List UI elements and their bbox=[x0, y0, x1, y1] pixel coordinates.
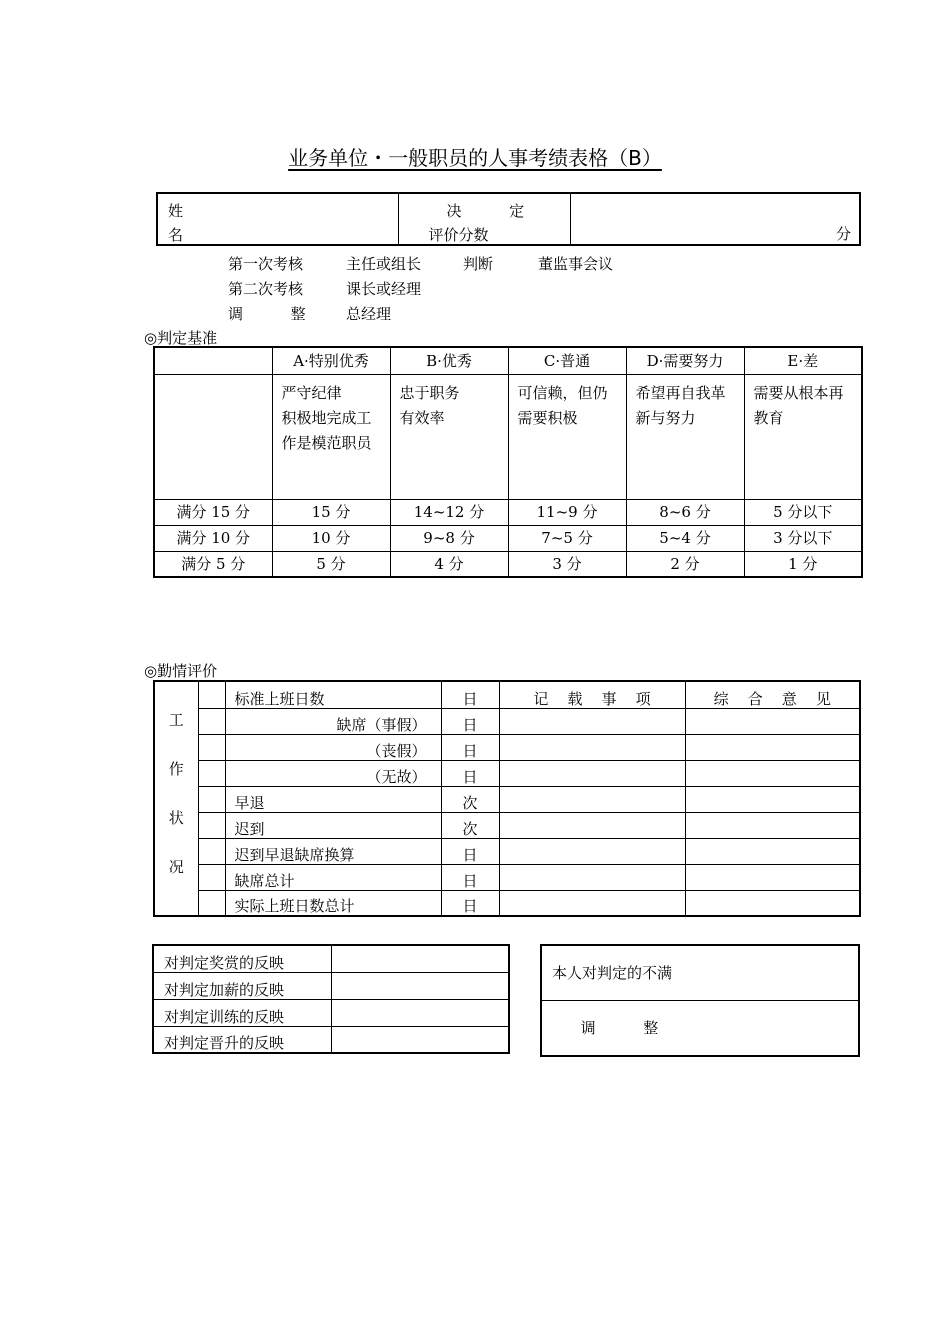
attendance-item: 标准上班日数 bbox=[225, 681, 441, 708]
record-cell[interactable] bbox=[499, 890, 685, 916]
work-status-label bbox=[154, 681, 198, 916]
score-value: 8~6 分 bbox=[626, 499, 744, 525]
opinion-cell[interactable] bbox=[685, 786, 860, 812]
side-label-char: 工 bbox=[168, 711, 184, 729]
opinion-cell[interactable] bbox=[685, 890, 860, 916]
grade-header: D·需要努力 bbox=[626, 347, 744, 374]
score-value: 14~12 分 bbox=[390, 499, 508, 525]
reflection-label: 对判定训练的反映 bbox=[153, 999, 331, 1026]
attendance-row bbox=[154, 681, 860, 708]
score-input-cell[interactable] bbox=[570, 193, 860, 245]
review-stage: 第二次考核 bbox=[228, 280, 304, 298]
attendance-row bbox=[154, 760, 860, 786]
opinion-cell[interactable] bbox=[685, 864, 860, 890]
score-value: 11~9 分 bbox=[508, 499, 626, 525]
check-cell[interactable] bbox=[198, 890, 225, 916]
description-line: 希望再自我革 bbox=[635, 383, 726, 402]
attendance-unit: 日 bbox=[441, 681, 499, 708]
review-reviewer: 总经理 bbox=[346, 305, 392, 323]
grade-header: B·优秀 bbox=[390, 347, 508, 374]
description-line: 积极地完成工 bbox=[281, 408, 372, 427]
check-cell[interactable] bbox=[198, 708, 225, 734]
attendance-unit: 日 bbox=[441, 864, 499, 890]
record-cell[interactable] bbox=[499, 760, 685, 786]
criteria-section-label: ◎判定基准 bbox=[144, 329, 218, 347]
reflection-input[interactable] bbox=[331, 1026, 509, 1053]
description-line: 忠于职务 bbox=[399, 383, 460, 402]
attendance-table bbox=[153, 680, 861, 917]
score-label: 评价分数 bbox=[428, 226, 489, 244]
reflection-row bbox=[153, 972, 509, 999]
score-value: 3 分以下 bbox=[744, 525, 862, 551]
page-title: 业务单位・一般职员的人事考绩表格（B） bbox=[288, 146, 662, 170]
score-row bbox=[154, 551, 862, 577]
score-value: 5 分以下 bbox=[744, 499, 862, 525]
side-label-char: 况 bbox=[168, 858, 184, 876]
attendance-unit: 日 bbox=[441, 734, 499, 760]
review-stage: 调 整 bbox=[228, 305, 306, 323]
attendance-item: （无故） bbox=[225, 760, 441, 786]
name-label-2: 名 bbox=[168, 226, 184, 244]
opinion-cell[interactable] bbox=[685, 760, 860, 786]
record-header: 记 载 事 项 bbox=[499, 681, 685, 708]
reflection-label: 对判定加薪的反映 bbox=[153, 972, 331, 999]
grade-header: A·特别优秀 bbox=[272, 347, 390, 374]
description-line: 新与努力 bbox=[635, 408, 696, 427]
attendance-item: 早退 bbox=[225, 786, 441, 812]
check-cell[interactable] bbox=[198, 786, 225, 812]
attendance-unit: 次 bbox=[441, 812, 499, 838]
description-line: 作是模范职员 bbox=[281, 433, 372, 452]
opinion-header: 综 合 意 见 bbox=[685, 681, 860, 708]
record-cell[interactable] bbox=[499, 734, 685, 760]
attendance-item: 实际上班日数总计 bbox=[225, 890, 441, 916]
opinion-cell[interactable] bbox=[685, 734, 860, 760]
opinion-cell[interactable] bbox=[685, 708, 860, 734]
score-row bbox=[154, 525, 862, 551]
review-reviewer: 课长或经理 bbox=[346, 280, 422, 298]
adjust-cell[interactable] bbox=[541, 1000, 859, 1056]
score-value: 1 分 bbox=[744, 551, 862, 577]
opinion-cell[interactable] bbox=[685, 812, 860, 838]
reflection-row bbox=[153, 999, 509, 1026]
score-value: 10 分 bbox=[272, 525, 390, 551]
side-label-char: 作 bbox=[168, 760, 184, 778]
attendance-row bbox=[154, 786, 860, 812]
name-label-1: 姓 bbox=[168, 202, 184, 220]
reflection-input[interactable] bbox=[331, 945, 509, 972]
adjust-label: 调 整 bbox=[580, 1018, 659, 1037]
grade-description bbox=[508, 374, 626, 499]
check-cell[interactable] bbox=[198, 812, 225, 838]
description-line: 需要积极 bbox=[517, 408, 578, 427]
score-value: 3 分 bbox=[508, 551, 626, 577]
review-reviewer: 主任或组长 bbox=[346, 255, 422, 273]
score-unit: 分 bbox=[835, 225, 851, 243]
grade-description bbox=[272, 374, 390, 499]
check-cell[interactable] bbox=[198, 864, 225, 890]
reflection-input[interactable] bbox=[331, 972, 509, 999]
name-cell[interactable] bbox=[157, 193, 398, 245]
description-line: 有效率 bbox=[399, 408, 445, 427]
check-cell[interactable] bbox=[198, 760, 225, 786]
check-cell[interactable] bbox=[198, 681, 225, 708]
reflection-input[interactable] bbox=[331, 999, 509, 1026]
grade-description bbox=[744, 374, 862, 499]
description-line: 教育 bbox=[753, 408, 784, 427]
check-cell[interactable] bbox=[198, 838, 225, 864]
dissatisfaction-table bbox=[540, 944, 860, 1057]
attendance-unit: 日 bbox=[441, 760, 499, 786]
dissatisfaction-label: 本人对判定的不满 bbox=[552, 963, 673, 982]
attendance-section-label: ◎勤情评价 bbox=[144, 662, 218, 680]
reflection-row bbox=[153, 945, 509, 972]
attendance-row bbox=[154, 864, 860, 890]
side-label-char: 状 bbox=[168, 809, 184, 827]
review-judge: 判断 bbox=[463, 255, 494, 273]
score-row-label: 满分 10 分 bbox=[154, 525, 272, 551]
attendance-item: 缺席总计 bbox=[225, 864, 441, 890]
grade-description bbox=[390, 374, 508, 499]
review-stage: 第一次考核 bbox=[228, 255, 304, 273]
attendance-row bbox=[154, 734, 860, 760]
check-cell[interactable] bbox=[198, 734, 225, 760]
score-row-label: 满分 5 分 bbox=[154, 551, 272, 577]
attendance-item: （丧假） bbox=[225, 734, 441, 760]
reflection-label: 对判定奖赏的反映 bbox=[153, 945, 331, 972]
score-value: 5 分 bbox=[272, 551, 390, 577]
grade-header: E·差 bbox=[744, 347, 862, 374]
decision-cell bbox=[398, 193, 570, 245]
attendance-row bbox=[154, 708, 860, 734]
score-value: 7~5 分 bbox=[508, 525, 626, 551]
description-line: 需要从根本再 bbox=[753, 383, 844, 402]
score-value: 4 分 bbox=[390, 551, 508, 577]
reflections-table bbox=[152, 944, 510, 1054]
record-cell[interactable] bbox=[499, 786, 685, 812]
criteria-table bbox=[153, 346, 863, 578]
attendance-row bbox=[154, 890, 860, 916]
attendance-item: 缺席（事假） bbox=[225, 708, 441, 734]
attendance-unit: 日 bbox=[441, 890, 499, 916]
decision-label: 决 定 bbox=[446, 202, 525, 220]
record-cell[interactable] bbox=[499, 838, 685, 864]
attendance-unit: 日 bbox=[441, 708, 499, 734]
score-row-label: 满分 15 分 bbox=[154, 499, 272, 525]
record-cell[interactable] bbox=[499, 864, 685, 890]
attendance-row bbox=[154, 838, 860, 864]
grade-header-empty bbox=[154, 347, 272, 374]
attendance-unit: 日 bbox=[441, 838, 499, 864]
desc-label-empty bbox=[154, 374, 272, 499]
attendance-item: 迟到早退缺席换算 bbox=[225, 838, 441, 864]
opinion-cell[interactable] bbox=[685, 838, 860, 864]
grade-header: C·普通 bbox=[508, 347, 626, 374]
record-cell[interactable] bbox=[499, 812, 685, 838]
attendance-item: 迟到 bbox=[225, 812, 441, 838]
score-value: 15 分 bbox=[272, 499, 390, 525]
dissatisfaction-cell[interactable] bbox=[541, 945, 859, 1000]
grade-description bbox=[626, 374, 744, 499]
review-board: 董监事会议 bbox=[538, 255, 614, 273]
score-value: 9~8 分 bbox=[390, 525, 508, 551]
description-line: 可信赖，但仍 bbox=[517, 383, 608, 402]
attendance-unit: 次 bbox=[441, 786, 499, 812]
reflection-row bbox=[153, 1026, 509, 1053]
attendance-row bbox=[154, 812, 860, 838]
score-value: 2 分 bbox=[626, 551, 744, 577]
record-cell[interactable] bbox=[499, 708, 685, 734]
score-row bbox=[154, 499, 862, 525]
header-table bbox=[156, 192, 861, 246]
score-value: 5~4 分 bbox=[626, 525, 744, 551]
reflection-label: 对判定晋升的反映 bbox=[153, 1026, 331, 1053]
description-line: 严守纪律 bbox=[281, 383, 342, 402]
